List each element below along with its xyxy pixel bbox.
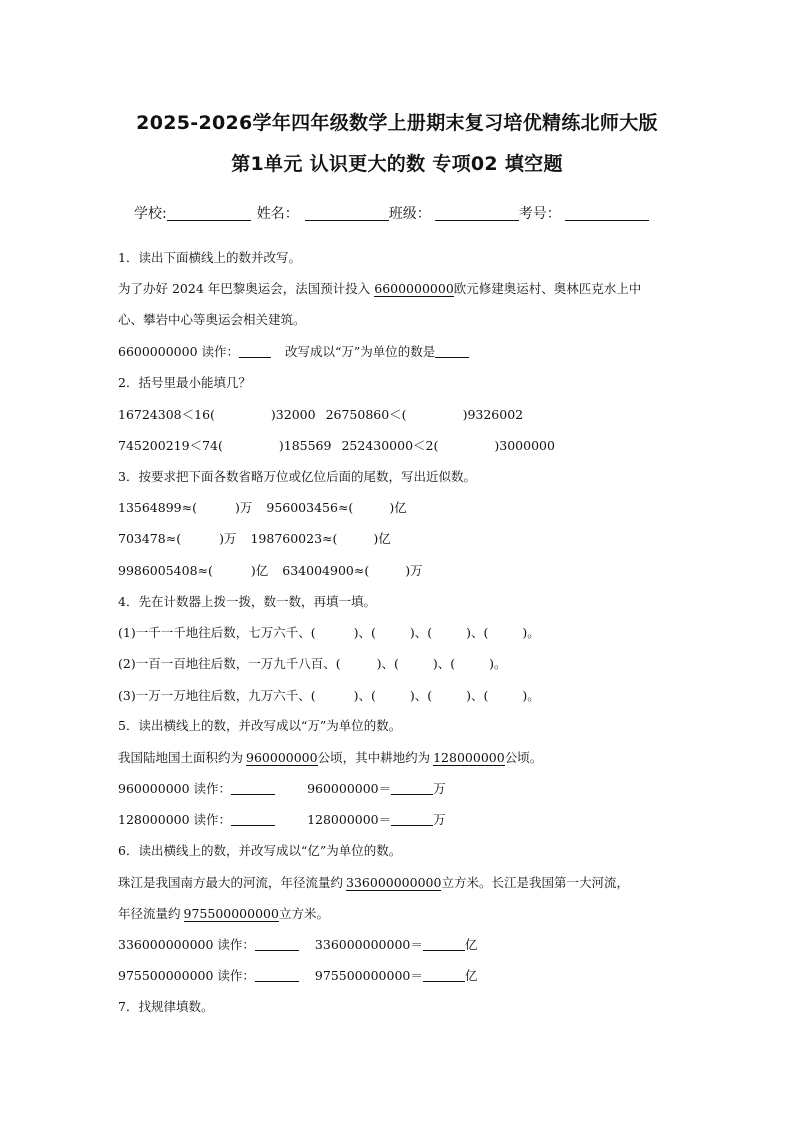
q1-text-line1: [118, 281, 641, 297]
q5-answer-row1: [118, 781, 446, 797]
q1-answer-line: [118, 344, 469, 360]
q2-c-right: )185569: [278, 438, 332, 453]
q5-text-a: 我国陆地国土面积约为: [118, 750, 244, 765]
q4-sep: )、(: [409, 625, 433, 640]
q4-sub2-lead: (2)一百一百地往后数，一万九千八百、(: [118, 656, 341, 671]
q4-end: )。: [522, 688, 540, 703]
q6-unit: 亿: [464, 937, 478, 952]
q6-r2-eq-blank[interactable]: [423, 968, 465, 982]
q2-a-left: 16724308＜16(: [118, 407, 215, 422]
q1-read-blank[interactable]: [239, 344, 271, 358]
q2-b-left: 26750860＜(: [325, 407, 407, 422]
q3-c-left: 703478≈(: [118, 531, 182, 546]
exam-no-blank[interactable]: [565, 206, 649, 221]
q3-prompt: 3．按要求把下面各数省略万位或亿位后面的尾数，写出近似数。: [118, 469, 476, 484]
school-blank[interactable]: [167, 206, 251, 221]
school-label: 学校:: [134, 206, 167, 222]
class-label: 班级：: [388, 206, 431, 222]
q5-text-line: [118, 750, 542, 766]
q4-sep: )、(: [376, 656, 399, 671]
q4-end: )。: [489, 656, 507, 671]
q1-rewrite-blank[interactable]: [435, 344, 469, 358]
q4-sep: )、(: [353, 688, 376, 703]
q6-text-d: 立方米。: [278, 906, 329, 921]
q6-text-line1: [118, 875, 629, 891]
q5-underlined-number-b: 128000000: [433, 750, 505, 765]
q3-d-right: )亿: [373, 531, 391, 546]
class-blank[interactable]: [435, 206, 519, 221]
q2-row1: [118, 407, 523, 423]
q7-prompt: 7．找规律填数。: [118, 999, 214, 1014]
q4-sub3-lead: (3)一万一万地往后数，九万六千、(: [118, 688, 316, 703]
q6-text-a: 珠江是我国南方最大的河流，年径流量约: [118, 875, 344, 890]
q3-a-right: )万: [234, 500, 253, 515]
q6-underlined-number-b: 975500000000: [183, 906, 279, 921]
q3-c-right: )万: [219, 531, 237, 546]
page-subtitle: 第1单元 认识更大的数 专项02 填空题: [231, 153, 563, 175]
q4-sub1: [118, 625, 540, 641]
q1-prompt: 1．读出下面横线上的数并改写。: [118, 250, 301, 265]
q6-prompt: 6．读出横线上的数，并改写成以“亿”为单位的数。: [118, 843, 402, 858]
q6-r1-eq-label: 336000000000＝: [314, 937, 423, 952]
q1-text-b: 欧元修建奥运村、奥林匹克水上中: [453, 281, 642, 296]
q6-answer-row1: [118, 937, 477, 953]
q1-underlined-number: 6600000000: [374, 281, 454, 296]
page-title: 2025-2026学年四年级数学上册期末复习培优精练北师大版: [136, 112, 658, 134]
q5-r2-eq-label: 128000000＝: [307, 812, 392, 827]
q5-prompt: 5．读出横线上的数，并改写成以“万”为单位的数。: [118, 718, 402, 733]
q6-r2-eq-label: 975500000000＝: [314, 968, 423, 983]
q5-r1-read-blank[interactable]: [231, 781, 275, 795]
q3-f-left: 634004900≈(: [282, 563, 370, 578]
q2-d-right: )3000000: [494, 438, 555, 453]
q6-text-b: 立方米。长江是我国第一大河流，: [441, 875, 629, 890]
q5-r1-read-label: 960000000 读作：: [118, 781, 232, 796]
q4-sep: )、(: [466, 625, 489, 640]
exam-no-label: 考号：: [518, 206, 561, 222]
q5-unit: 万: [433, 781, 446, 796]
q3-row3: [118, 563, 423, 579]
q6-unit: 亿: [464, 968, 478, 983]
q5-text-b: 公顷，其中耕地约为: [317, 750, 431, 765]
q4-sub2: [118, 656, 507, 672]
q3-d-left: 198760023≈(: [250, 531, 338, 546]
q5-text-c: 公顷。: [504, 750, 543, 765]
q1-text-a: 为了办好 2024 年巴黎奥运会，法国预计投入: [118, 281, 371, 296]
q3-b-left: 956003456≈(: [266, 500, 354, 515]
q6-r1-read-label: 336000000000 读作：: [118, 937, 255, 952]
q4-sep: )、(: [409, 688, 433, 703]
q5-r1-eq-label: 960000000＝: [307, 781, 392, 796]
q2-prompt: 2．括号里最小能填几？: [118, 375, 251, 390]
q5-answer-row2: [118, 812, 446, 828]
q6-answer-row2: [118, 968, 477, 984]
q6-r1-read-blank[interactable]: [255, 937, 299, 951]
q3-row2: [118, 531, 391, 547]
q3-a-left: 13564899≈(: [118, 500, 197, 515]
q5-r1-eq-blank[interactable]: [391, 781, 433, 795]
q2-a-right: )32000: [270, 407, 316, 422]
q3-f-right: )万: [405, 563, 423, 578]
q4-sep: )、(: [432, 656, 456, 671]
q4-sub3: [118, 688, 540, 704]
q1-text-line2: 心、攀岩中心等奥运会相关建筑。: [118, 312, 306, 327]
q6-text-line2: [118, 906, 329, 922]
q5-r2-read-blank[interactable]: [231, 812, 275, 826]
q4-end: )。: [522, 625, 540, 640]
q3-e-right: )亿: [250, 563, 269, 578]
q5-underlined-number-a: 960000000: [246, 750, 318, 765]
q4-sub1-lead: (1)一千一千地往后数，七万六千、(: [118, 625, 316, 640]
q3-e-left: 9986005408≈(: [118, 563, 213, 578]
q4-sep: )、(: [353, 625, 376, 640]
q4-sep: )、(: [466, 688, 489, 703]
q2-b-right: )9326002: [462, 407, 524, 422]
q2-row2: [118, 438, 555, 454]
q3-b-right: )亿: [389, 500, 407, 515]
student-info-row: [134, 203, 649, 223]
q6-text-c: 年径流量约: [118, 906, 181, 921]
q5-r2-eq-blank[interactable]: [391, 812, 433, 826]
q5-unit: 万: [433, 812, 446, 827]
q1-read-label: 6600000000 读作：: [118, 344, 240, 359]
q6-r1-eq-blank[interactable]: [423, 937, 465, 951]
name-label: 姓名：: [256, 206, 299, 222]
q5-r2-read-label: 128000000 读作：: [118, 812, 232, 827]
q1-rewrite-label: 改写成以“万”为单位的数是: [285, 344, 436, 359]
q6-r2-read-label: 975500000000 读作：: [118, 968, 255, 983]
q6-underlined-number-a: 336000000000: [346, 875, 442, 890]
name-blank[interactable]: [305, 206, 389, 221]
q3-row1: [118, 500, 407, 516]
q2-c-left: 745200219＜74(: [118, 438, 223, 453]
q6-r2-read-blank[interactable]: [255, 968, 299, 982]
q4-prompt: 4．先在计数器上拨一拨，数一数，再填一填。: [118, 594, 376, 609]
q2-d-left: 252430000＜2(: [341, 438, 439, 453]
